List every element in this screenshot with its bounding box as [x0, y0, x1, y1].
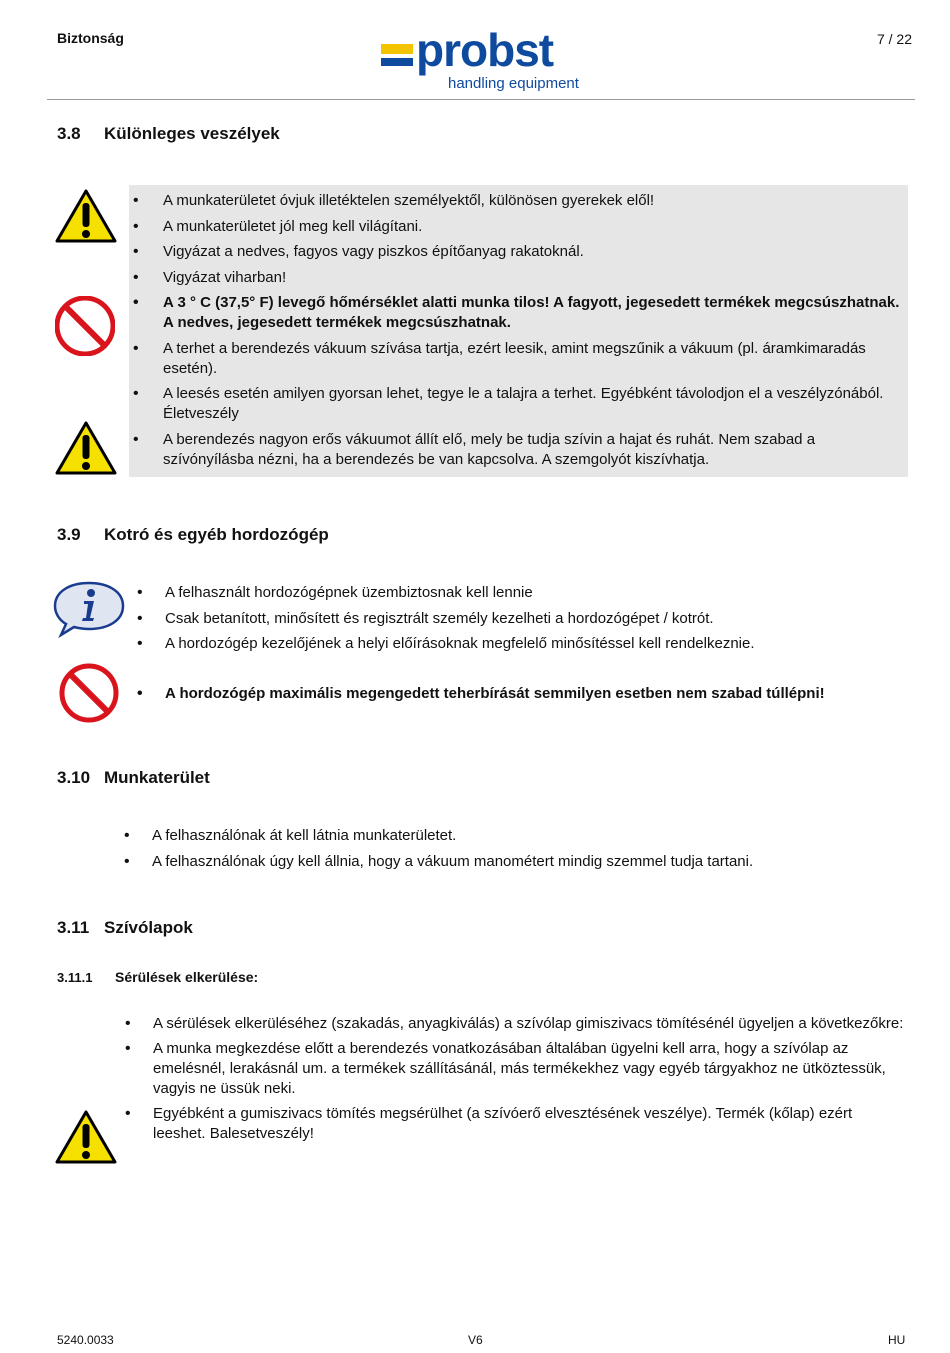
section-number: 3.9 [57, 525, 81, 544]
list-item: • A felhasznált hordozógépnek üzembiztosnak kell lennie [136, 583, 906, 603]
section-number: 3.8 [57, 124, 81, 143]
footer-doc-number: 5240.0033 [57, 1333, 114, 1347]
list-item: • Vigyázat viharban! [131, 268, 903, 288]
list-item: • A hordozógép kezelőjének a helyi előírásoknak megfelelő minősítéssel kell rendelkeznie. [136, 634, 906, 654]
subsection-title: Sérülések elkerülése: [115, 969, 259, 985]
info-bubble-icon [53, 580, 125, 638]
warning-triangle-icon [55, 421, 117, 475]
warning-item: • A hordozógép maximális megengedett teherbírását semmilyen esetben nem szabad túllépni! [136, 684, 906, 704]
list-item: • A leesés esetén amilyen gyorsan lehet, tegye le a talajra a terhet. Egyébként távolodjon el a veszélyzónából. Életveszély [131, 384, 903, 424]
list-item: • Egyébként a gumiszivacs tömítés megsérülhet (a szívóerő elvesztésének veszélye). Termék (kőlap) ezért leeshet. Balesetveszély! [124, 1104, 906, 1144]
section-title: Kotró és egyéb hordozógép [104, 525, 329, 544]
section-title: Munkaterület [104, 768, 210, 787]
section-3-9-heading [57, 525, 329, 545]
warning-triangle-icon [55, 1110, 117, 1164]
footer-version: V6 [468, 1333, 483, 1347]
section-3-11-heading [57, 918, 193, 938]
section-3-9-list [136, 583, 906, 660]
subsection-number: 3.11.1 [57, 970, 93, 985]
page-number: 7 / 22 [876, 31, 912, 47]
section-number: 3.10 [57, 768, 91, 787]
section-3-11-1-list [124, 1014, 906, 1149]
list-item: • Csak betanított, minősített és regisztrált személy kezelheti a hordozógépet / kotrót. [136, 609, 906, 629]
list-item: • A berendezés nagyon erős vákuumot állít elő, mely be tudja szívin a hajat és ruhát. Nem szabad a szívónyílásba nézni, ha a berendezés be van kapcsolva. A szemgolyót kiszívhatja. [131, 430, 903, 470]
section-3-11-1-heading [57, 969, 258, 985]
section-3-8-heading [57, 124, 280, 144]
list-item: • A munkaterületet óvjuk illetéktelen személyektől, különösen gyerekek elől! [131, 191, 903, 211]
list-item: • A munkaterületet jól meg kell világítani. [131, 217, 903, 237]
warning-triangle-icon [55, 189, 117, 243]
prohibition-sign-icon [59, 663, 119, 723]
footer-language: HU [888, 1333, 906, 1347]
header-divider [47, 99, 915, 100]
logo-tagline: handling equipment [448, 75, 579, 92]
probst-logo [378, 24, 593, 94]
logo-bar-yellow [381, 44, 413, 54]
list-item: • A felhasználónak át kell látnia munkaterületet. [123, 826, 903, 846]
list-item: • A sérülések elkerüléséhez (szakadás, anyagkiválás) a szívólap gimiszivacs tömítésénél ügyeljen a következőkre: [124, 1014, 906, 1034]
list-item: • Vigyázat a nedves, fagyos vagy piszkos építőanyag rakatoknál. [131, 242, 903, 262]
list-item: • A terhet a berendezés vákuum szívása tartja, ezért leesik, amint megszűnik a vákuum (pl. áramkimaradás esetén). [131, 339, 903, 379]
section-number: 3.11 [57, 918, 90, 937]
list-item: • A munka megkezdése előtt a berendezés vonatkozásában általában ügyelni kell arra, hogy a szívólap az emelésnél, lerakásnál um. a termékek szállításánál, más termékekhez vagy egyéb tárgyakhoz ne ütköztessük, vagyis ne üssük neki. [124, 1039, 906, 1099]
prohibition-sign-icon [55, 296, 115, 356]
logo-wordmark: probst [416, 24, 554, 76]
list-item: • A 3 ° C (37,5° F) levegő hőmérséklet alatti munka tilos! A fagyott, jegesedett termékek megcsúszhatnak. A nedves, jegesedett termékek megcsúszhatnak. [131, 293, 903, 333]
section-3-10-heading [57, 768, 210, 788]
section-3-10-list [123, 826, 903, 877]
list-item: • A felhasználónak úgy kell állnia, hogy a vákuum manométert mindig szemmel tudja tartani. [123, 852, 903, 872]
logo-bar-blue [381, 58, 413, 66]
header-section-title: Biztonság [57, 30, 124, 46]
section-title: Különleges veszélyek [104, 124, 280, 143]
section-title: Szívólapok [104, 918, 193, 937]
section-3-8-list [131, 191, 903, 475]
section-3-9-warning-list [136, 684, 906, 710]
